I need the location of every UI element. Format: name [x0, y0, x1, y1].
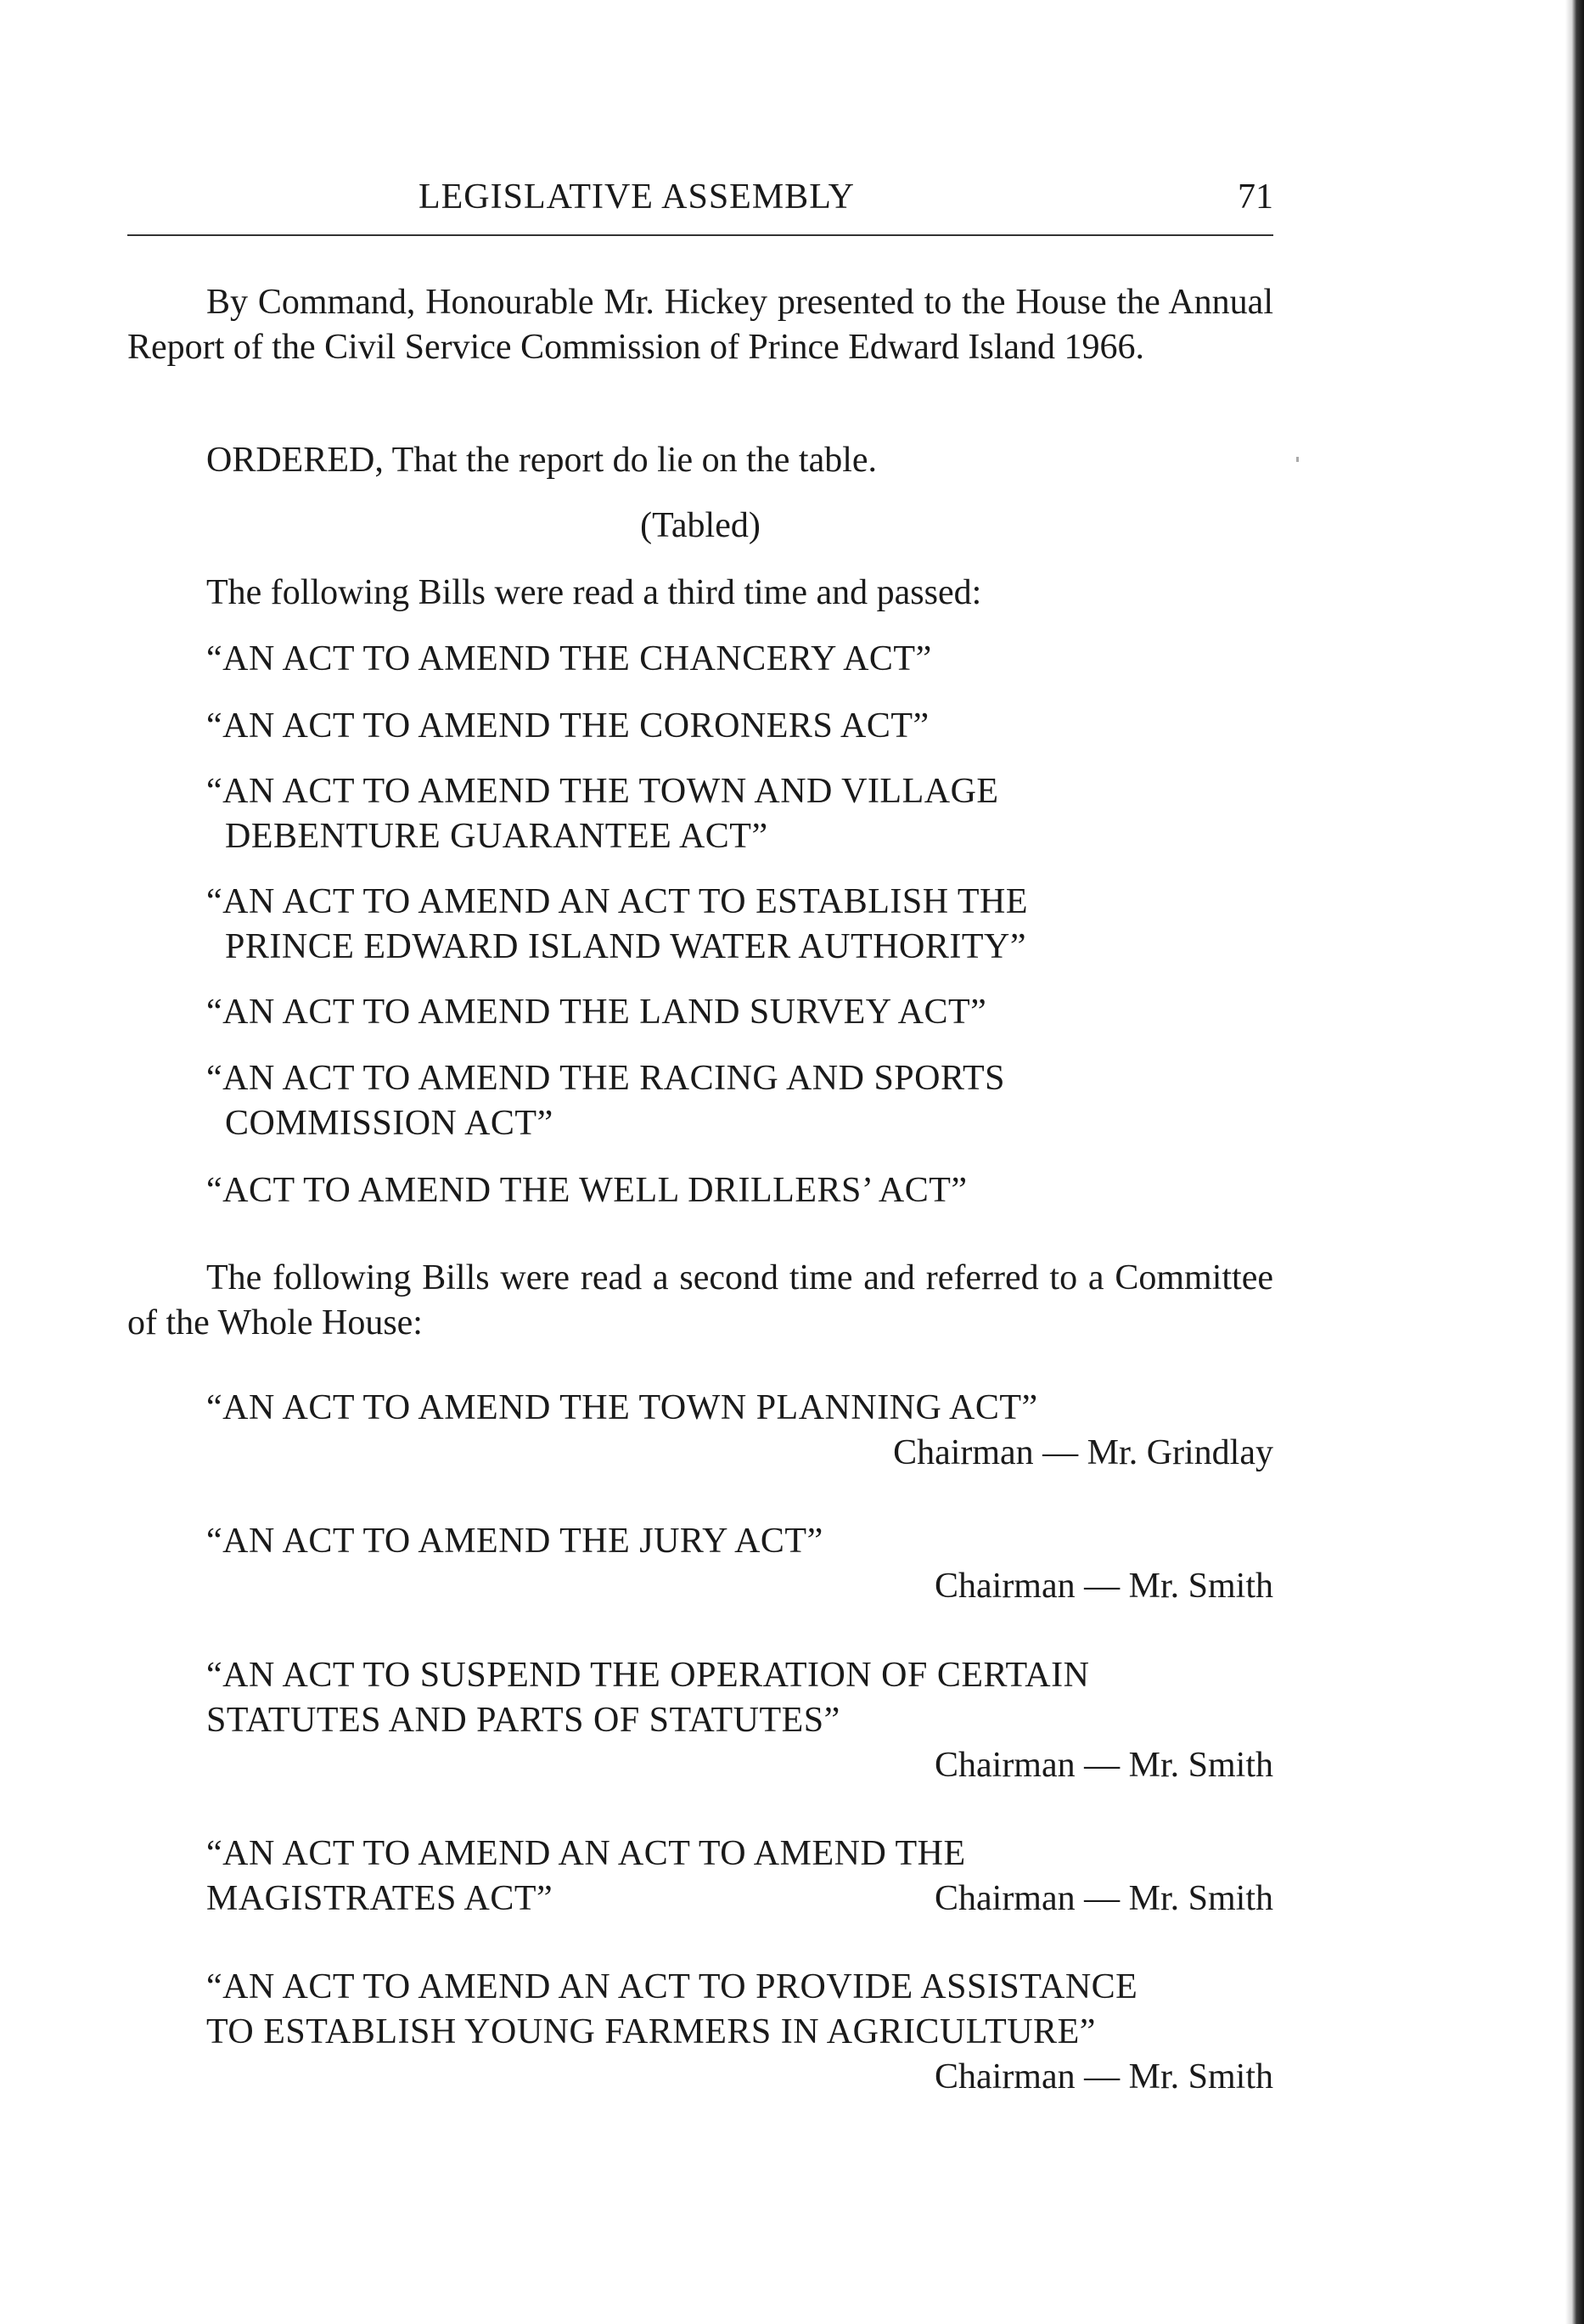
bill-title: “AN ACT TO AMEND THE TOWN AND VILLAGE — [206, 772, 999, 811]
bill-title: “AN ACT TO SUSPEND THE OPERATION OF CERTAIN — [206, 1656, 1090, 1695]
bill-item — [206, 880, 1225, 970]
committee-bill-item — [206, 1832, 1273, 1922]
committee-bill-item — [206, 1965, 1273, 2100]
bill-chairman: Chairman — Mr. Smith — [935, 1746, 1273, 1785]
tabled-note: (Tabled) — [640, 506, 761, 545]
bill-item — [206, 769, 1225, 859]
bill-title-continued: MAGISTRATES ACT” — [206, 1879, 553, 1918]
committee-bill-item — [206, 1653, 1273, 1788]
bill-title: “ACT TO AMEND THE WELL DRILLERS’ ACT” — [206, 1171, 968, 1210]
bill-title-continued: PRINCE EDWARD ISLAND WATER AUTHORITY” — [225, 927, 1027, 966]
bill-item — [206, 704, 1225, 749]
bill-title: “AN ACT TO AMEND THE LAND SURVEY ACT” — [206, 993, 987, 1032]
bill-title-continued: COMMISSION ACT” — [225, 1104, 553, 1143]
scan-speck — [1296, 457, 1299, 462]
bill-chairman: Chairman — Mr. Smith — [935, 1879, 1273, 1918]
bill-title: “AN ACT TO AMEND THE CORONERS ACT” — [206, 706, 930, 746]
bill-chairman: Chairman — Mr. Smith — [935, 1567, 1273, 1606]
page-edge-shadow — [1565, 0, 1584, 2324]
ordered-paragraph: ORDERED, That the report do lie on the table. — [206, 441, 878, 480]
bill-chairman: Chairman — Mr. Grindlay — [893, 1433, 1273, 1472]
bill-title: “AN ACT TO AMEND AN ACT TO PROVIDE ASSISTANCE — [206, 1967, 1138, 2006]
bill-title: “AN ACT TO AMEND AN ACT TO ESTABLISH THE — [206, 882, 1028, 921]
bill-title-continued: STATUTES AND PARTS OF STATUTES” — [206, 1701, 840, 1740]
committee-bill-item — [206, 1519, 1273, 1609]
command-paragraph: By Command, Honourable Mr. Hickey presented to the House the Annual Report of the Civil Service Commission of Prince Edward Island 1966. — [127, 283, 1273, 367]
second-reading-intro: The following Bills were read a second time and referred to a Committee of the Whole House: — [127, 1258, 1273, 1342]
third-reading-intro: The following Bills were read a third time and passed: — [206, 573, 982, 612]
bill-item — [206, 1056, 1225, 1146]
page-header — [127, 177, 1273, 228]
header-rule — [127, 234, 1273, 236]
bill-title: “AN ACT TO AMEND THE TOWN PLANNING ACT” — [206, 1388, 1038, 1427]
committee-bill-item — [206, 1386, 1273, 1476]
page-number: 71 — [1238, 177, 1273, 217]
bill-title: “AN ACT TO AMEND AN ACT TO AMEND THE — [206, 1834, 966, 1873]
bill-item — [206, 1168, 1225, 1213]
bill-chairman: Chairman — Mr. Smith — [935, 2057, 1273, 2096]
bill-title-continued: DEBENTURE GUARANTEE ACT” — [225, 817, 768, 856]
bill-item — [206, 637, 1225, 682]
bill-title: “AN ACT TO AMEND THE CHANCERY ACT” — [206, 639, 932, 678]
bill-title: “AN ACT TO AMEND THE JURY ACT” — [206, 1522, 823, 1561]
running-head: LEGISLATIVE ASSEMBLY — [418, 177, 855, 217]
bill-title-row — [206, 1877, 1273, 1922]
bill-title: “AN ACT TO AMEND THE RACING AND SPORTS — [206, 1059, 1005, 1098]
bill-title-continued: TO ESTABLISH YOUNG FARMERS IN AGRICULTURE” — [206, 2012, 1096, 2051]
bill-item — [206, 990, 1225, 1035]
